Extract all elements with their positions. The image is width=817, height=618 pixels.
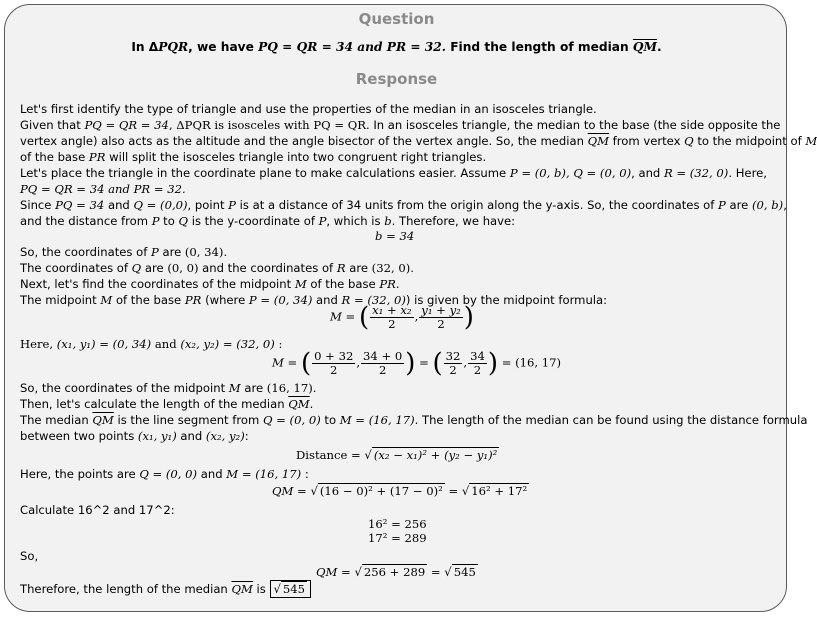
response-line: vertex angle) also acts as the altitude and the angle bisector of the vertex angle. So, the median $\overline{QM}$ from vertex Q to the midpoint of M [20,134,817,148]
response-line: The midpoint M of the base PR (where P = (0, 34) and R = (32, 0)) is given by the midpoint formula: [20,293,608,307]
response-line: Given that PQ = QR = 34, ΔPQR is isosceles with PQ = QR. In an isosceles triangle, the median to the base (the side opposite the [20,118,781,132]
square-16: 16² = 256 [368,517,427,531]
response-line: of the base PR will split the isosceles triangle into two congruent right triangles. [20,150,487,164]
response-line: between two points (x₁, y₁) and (x₂, y₂): [20,429,249,443]
final-calculation: QM = √ 256 + 289 = √ 545 [316,565,476,579]
response-line: The median $\overline{QM}$ is the line segment from Q = (0, 0) to M = (16, 17). The length of the median can be found using the distance formula [20,413,808,427]
response-line: PQ = QR = 34 and PR = 32. [20,182,186,196]
question-heading: Question [358,10,435,28]
response-line: Here, the points are Q = (0, 0) and M = (16, 17) : [20,467,309,481]
square-17: 17² = 289 [368,531,427,545]
qm-formula: QM = √ (16 − 0)² + (17 − 0)² = √ 16² + 17² [272,484,528,498]
response-line: So, [20,549,39,563]
distance-formula: Distance = √ (x₂ − x₁)² + (y₂ − y₁)² [296,448,498,462]
response-line: Therefore, the length of the median $\overline{QM}$ is √ 545 [20,582,311,596]
question-text: In ΔPQR, we have PQ = QR = 34 and PR = 32. Find the length of median $\overline{QM}$. [131,40,662,54]
response-line: Calculate 16^2 and 17^2: [20,503,175,517]
response-line: Let's place the triangle in the coordinate plane to make calculations easier. Assume P = (0, b), Q = (0, 0), and R = (32, 0). Here, [20,166,767,180]
response-heading: Response [355,70,438,88]
response-line: So, the coordinates of P are (0, 34). [20,245,228,259]
midpoint-calculation: M = ( $\frac{0 + 32}{2}$ , $\frac{34 + 0}{2}$ ) = ( $\frac{32}{2}$ , $\frac{34}{2}$ ) = (16, 17) [272,348,562,379]
response-line: The coordinates of Q are (0, 0) and the coordinates of R are (32, 0). [20,261,414,275]
midpoint-formula: M = ( $\frac{\text{x₁ + x₂}}{2}$ , $\frac{\text{y₁ + y₂}}{2}$ ) [330,302,474,333]
response-line: Then, let's calculate the length of the median $\overline{QM}$. [20,397,314,411]
answer-box: √ 545 [270,580,312,598]
response-line: So, the coordinates of the midpoint M are (16, 17). [20,381,317,395]
response-line: Let's first identify the type of triangle and use the properties of the median in an isosceles triangle. [20,102,597,116]
response-line: Since PQ = 34 and Q = (0,0), point P is at a distance of 34 units from the origin along the y-axis. So, the coordinates of P are (0, b), [20,198,787,212]
response-line: Here, (x₁, y₁) = (0, 34) and (x₂, y₂) = (32, 0) : [20,337,283,351]
equation-b: b = 34 [375,229,415,243]
response-line: and the distance from P to Q is the y-coordinate of P, which is b. Therefore, we have: [20,214,516,228]
response-line: Next, let's find the coordinates of the midpoint M of the base PR. [20,277,400,291]
